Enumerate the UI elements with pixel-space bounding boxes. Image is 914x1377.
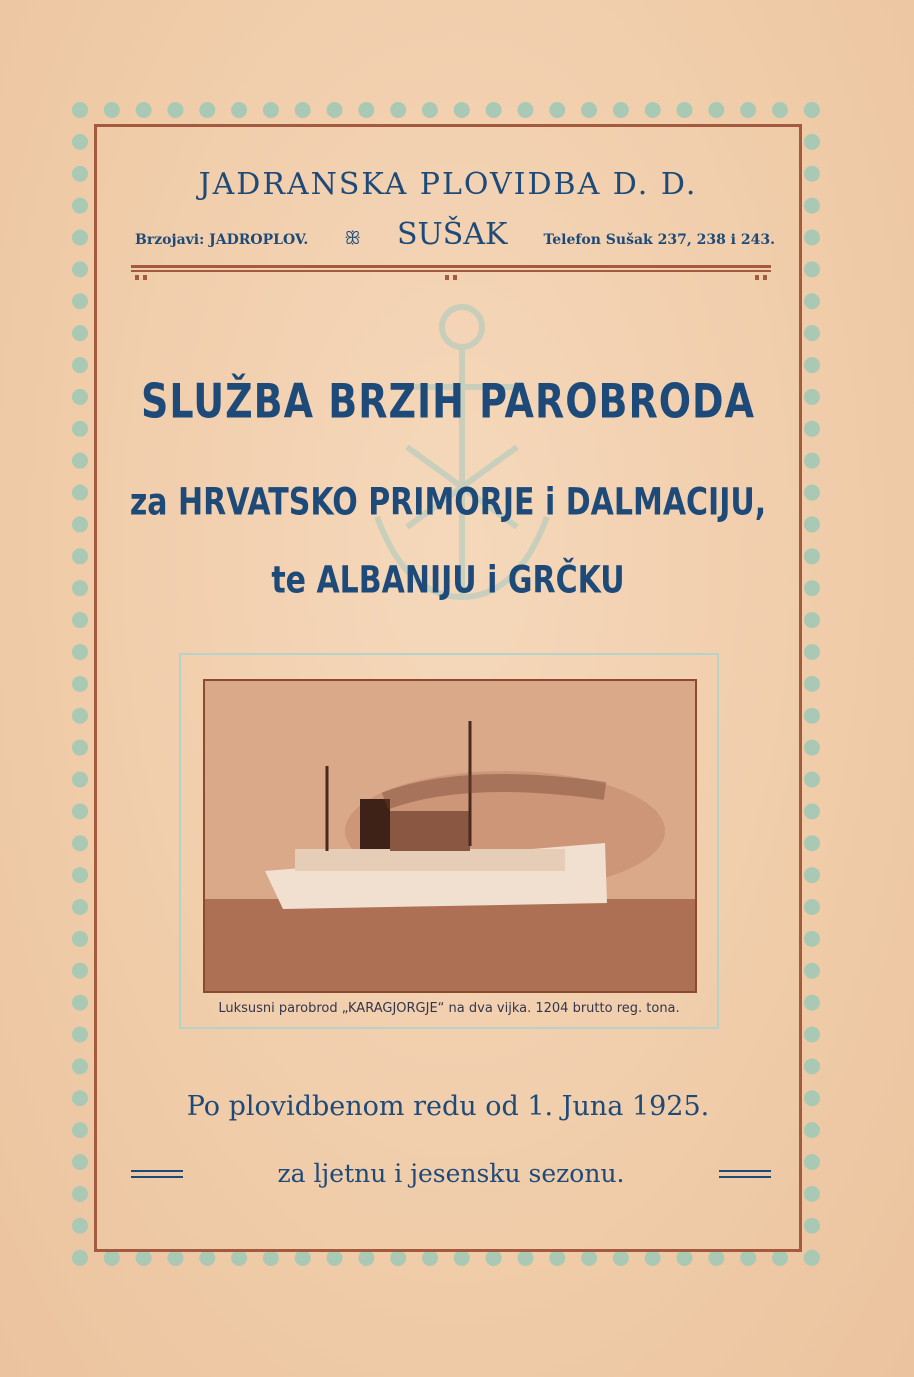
photo-caption: Luksusni parobrod „KARAGJORGJE“ na dva vijka. 1204 brutto reg. tona. xyxy=(218,1001,680,1016)
ship-illustration xyxy=(205,681,697,993)
season-text: za ljetnu i jesensku sezonu. xyxy=(277,1159,625,1188)
main-title: SLUŽBA BRZIH PAROBRODA xyxy=(140,373,755,429)
subtitle-line-1: za HRVATSKO PRIMORJE i DALMACIJU, xyxy=(129,480,767,525)
city-name: SUŠAK xyxy=(396,217,508,252)
header-rule-bottom xyxy=(131,270,771,272)
brochure-frame xyxy=(94,124,802,1252)
steamship-photo xyxy=(203,679,697,993)
contact-line xyxy=(135,217,775,252)
season-line xyxy=(131,1159,771,1188)
phone-numbers: Telefon Sušak 237, 238 i 243. xyxy=(543,232,775,248)
header-rule-top xyxy=(131,265,771,268)
subtitle-line-2: te ALBANIJU i GRČKU xyxy=(271,558,625,603)
photo-panel xyxy=(179,653,719,1029)
schedule-date: Po plovidbenom redu od 1. Juna 1925. xyxy=(186,1091,710,1122)
double-rule-right xyxy=(719,1170,771,1178)
rule-ornaments xyxy=(131,275,771,281)
ornament-icon: ꕥ xyxy=(344,228,361,249)
telegram-address: Brzojavi: JADROPLOV. xyxy=(135,232,309,248)
double-rule-left xyxy=(131,1170,183,1178)
company-name: JADRANSKA PLOVIDBA D. D. xyxy=(198,167,698,202)
